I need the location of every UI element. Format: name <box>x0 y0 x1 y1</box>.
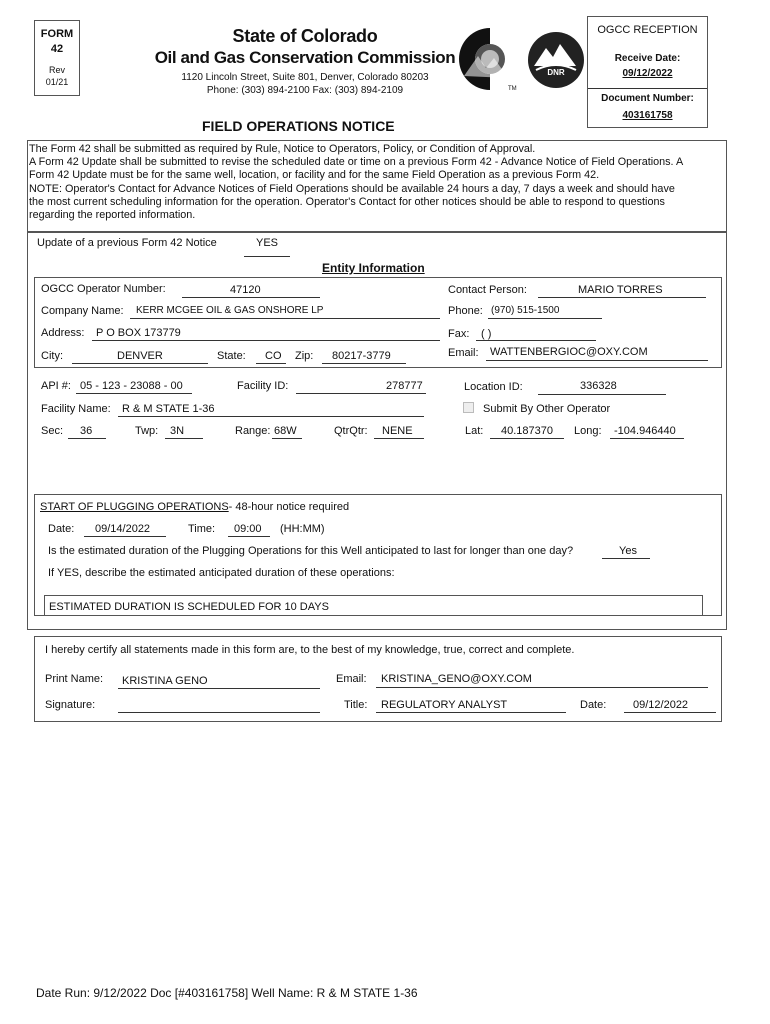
cert-email-underline <box>376 687 708 688</box>
plugging-section-title <box>40 500 349 514</box>
sec-label: Sec: <box>41 425 64 437</box>
twp-field[interactable]: 3N <box>170 425 185 437</box>
update-value[interactable]: YES <box>256 237 279 249</box>
state-label: State: <box>217 350 246 362</box>
instructions-text <box>29 143 727 222</box>
range-field[interactable]: 68W <box>274 425 297 437</box>
latitude-label: Lat: <box>465 425 484 437</box>
api-underline <box>76 393 192 394</box>
range-underline <box>272 438 302 439</box>
facility-id-field[interactable]: 278777 <box>386 380 423 392</box>
certification-statement: I hereby certify all statements made in this form are, to the best of my knowledge, true, correct and complete. <box>45 644 575 656</box>
form-label: FORM <box>40 28 74 40</box>
plugging-time-field[interactable]: 09:00 <box>234 523 262 535</box>
facility-name-underline <box>118 416 424 417</box>
facility-name-field[interactable]: R & M STATE 1-36 <box>122 403 215 415</box>
cert-title-label: Title: <box>344 699 368 711</box>
plugging-date-underline <box>84 536 166 537</box>
rev-label: Rev <box>48 65 65 75</box>
trademark-mark: TM <box>508 86 517 92</box>
email-field[interactable]: WATTENBERGIOC@OXY.COM <box>490 346 648 358</box>
contact-person-underline <box>538 297 706 298</box>
cert-date-label: Date: <box>580 699 607 711</box>
operator-number-underline <box>182 297 320 298</box>
plugging-date-label: Date: <box>48 523 75 535</box>
range-label: Range: <box>235 425 271 437</box>
signature-field[interactable] <box>118 712 320 713</box>
plugging-time-label: Time: <box>188 523 216 535</box>
cert-title-underline <box>376 712 566 713</box>
print-name-underline <box>118 688 320 689</box>
reception-title: OGCC RECEPTION <box>597 24 698 36</box>
plugging-time-underline <box>228 536 270 537</box>
plugging-title-suffix: - 48-hour notice required <box>228 501 350 513</box>
company-name-underline <box>130 318 440 319</box>
agency-address: 1120 Lincoln Street, Suite 801, Denver, Colorado 80203 <box>181 72 429 83</box>
update-label: Update of a previous Form 42 Notice <box>37 237 217 249</box>
duration-question: Is the estimated duration of the Plugging Operations for this Well anticipated to last for longer than one day? <box>48 545 574 557</box>
plugging-title: START OF PLUGGING OPERATIONS <box>40 501 229 513</box>
plugging-time-format: (HH:MM) <box>280 523 325 535</box>
receive-date: 09/12/2022 <box>622 68 673 79</box>
agency-name-line2: Oil and Gas Conservation Commission <box>154 48 456 67</box>
instruction-line: A Form 42 Update shall be submitted to revise the scheduled date or time on a previous Form 42 - Advance Notice of Field Operations. A <box>29 156 684 169</box>
update-underline <box>244 256 290 257</box>
qtrqtr-label: QtrQtr: <box>334 425 368 437</box>
instruction-line: the most current scheduling information for the operation. Operator's Contact for other notices should be able to respond to questions <box>29 195 665 208</box>
describe-duration-label: If YES, describe the estimated anticipated duration of these operations: <box>48 567 395 579</box>
dnr-label: DNR <box>547 68 565 77</box>
print-name-field[interactable]: KRISTINA GENO <box>122 675 208 687</box>
api-label: API #: <box>41 380 71 392</box>
submit-by-other-operator-label: Submit By Other Operator <box>483 403 611 415</box>
company-name-field[interactable]: KERR MCGEE OIL & GAS ONSHORE LP <box>136 305 324 316</box>
form-number: 42 <box>50 43 64 55</box>
phone-underline <box>488 318 602 319</box>
cert-email-label: Email: <box>336 673 367 685</box>
email-underline <box>486 360 708 361</box>
cert-date-field[interactable]: 09/12/2022 <box>633 699 689 711</box>
cert-email-field[interactable]: KRISTINA_GENO@OXY.COM <box>381 673 532 685</box>
cert-title-field[interactable]: REGULATORY ANALYST <box>381 699 508 711</box>
instruction-line: regarding the reported information. <box>29 209 196 222</box>
fax-label: Fax: <box>448 328 470 340</box>
contact-person-label: Contact Person: <box>448 284 527 296</box>
city-field[interactable]: DENVER <box>117 350 163 362</box>
city-label: City: <box>41 350 63 362</box>
location-id-label: Location ID: <box>464 381 523 393</box>
submit-by-other-operator-checkbox[interactable] <box>463 402 474 413</box>
qtrqtr-underline <box>374 438 424 439</box>
phone-field[interactable]: (970) 515-1500 <box>491 305 560 316</box>
state-field[interactable]: CO <box>265 350 282 362</box>
instruction-line: Form 42 Update must be for the same well, location, or facility and for the same Field Operation as a previous Form 42. <box>29 169 600 182</box>
address-label: Address: <box>41 327 85 339</box>
address-field[interactable]: P O BOX 173779 <box>96 327 181 339</box>
duration-description-text: ESTIMATED DURATION IS SCHEDULED FOR 10 DAYS <box>49 601 329 613</box>
zip-underline <box>322 363 406 364</box>
agency-phone: Phone: (303) 894-2100 Fax: (303) 894-2109 <box>206 85 404 96</box>
facility-id-underline <box>296 393 426 394</box>
fax-field[interactable]: ( ) <box>481 328 492 340</box>
api-field[interactable]: 05 - 123 - 23088 - 00 <box>80 380 183 392</box>
zip-field[interactable]: 80217-3779 <box>332 350 391 362</box>
receive-date-label: Receive Date: <box>614 53 681 64</box>
document-number: 403161758 <box>622 110 673 121</box>
print-name-label: Print Name: <box>45 673 104 685</box>
notice-title: FIELD OPERATIONS NOTICE <box>202 118 395 134</box>
zip-label: Zip: <box>295 350 314 362</box>
sec-underline <box>68 438 106 439</box>
latitude-underline <box>490 438 564 439</box>
plugging-date-field[interactable]: 09/14/2022 <box>95 523 151 535</box>
sec-field[interactable]: 36 <box>80 425 93 437</box>
document-number-label: Document Number: <box>601 93 694 104</box>
address-underline <box>92 340 440 341</box>
longitude-field[interactable]: -104.946440 <box>614 425 676 437</box>
signature-label: Signature: <box>45 699 96 711</box>
facility-name-label: Facility Name: <box>41 403 111 415</box>
facility-id-label: Facility ID: <box>237 380 289 392</box>
phone-label: Phone: <box>448 305 483 317</box>
cert-date-underline <box>624 712 716 713</box>
email-label: Email: <box>448 347 479 359</box>
duration-answer-underline <box>602 558 650 559</box>
instruction-line: The Form 42 shall be submitted as required by Rule, Notice to Operators, Policy, or Condition of Approval. <box>29 143 536 155</box>
location-id-underline <box>538 394 666 395</box>
agency-name-line1: State of Colorado <box>232 26 378 46</box>
longitude-label: Long: <box>574 425 602 437</box>
entity-section-title: Entity Information <box>322 261 425 275</box>
state-underline <box>256 363 286 364</box>
location-id-field[interactable]: 336328 <box>580 380 617 392</box>
longitude-underline <box>610 438 684 439</box>
duration-answer-field[interactable]: Yes <box>619 545 637 557</box>
operator-number-field[interactable]: 47120 <box>230 284 261 296</box>
rev-date: 01/21 <box>45 77 69 87</box>
operator-number-label: OGCC Operator Number: <box>41 283 166 295</box>
contact-person-field[interactable]: MARIO TORRES <box>578 284 663 296</box>
dnr-logo-icon <box>526 30 586 90</box>
footer-run-info: Date Run: 9/12/2022 Doc [#403161758] Well Name: R & M STATE 1-36 <box>36 986 418 1000</box>
twp-underline <box>165 438 203 439</box>
company-name-label: Company Name: <box>41 305 124 317</box>
twp-label: Twp: <box>135 425 159 437</box>
qtrqtr-field[interactable]: NENE <box>382 425 413 437</box>
city-underline <box>72 363 208 364</box>
instruction-line: NOTE: Operator's Contact for Advance Notices of Field Operations should be available 24 hours a day, 7 days a week and should have <box>29 182 675 195</box>
fax-underline <box>476 340 596 341</box>
reception-divider <box>588 88 707 89</box>
latitude-field[interactable]: 40.187370 <box>501 425 553 437</box>
